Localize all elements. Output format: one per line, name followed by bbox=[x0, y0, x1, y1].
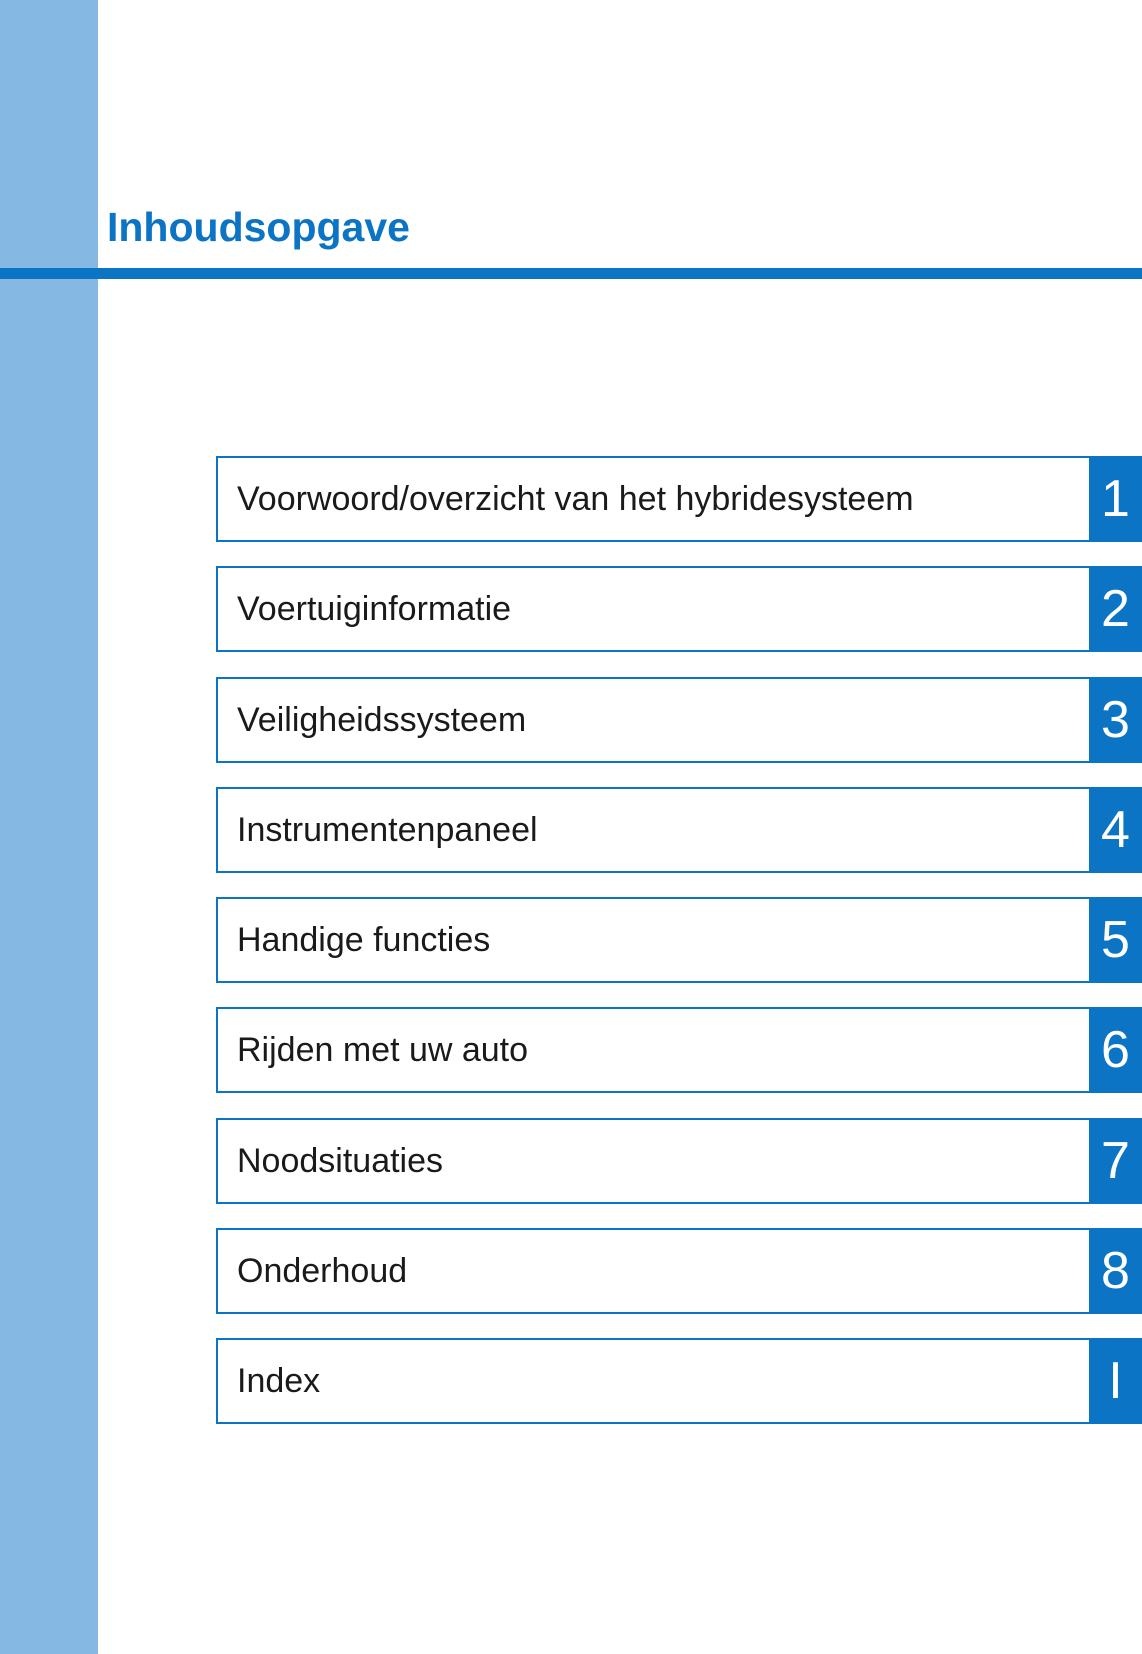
toc-entry-label: Handige functies bbox=[237, 921, 491, 959]
toc-entry-label: Rijden met uw auto bbox=[237, 1031, 529, 1070]
side-color-band bbox=[0, 0, 98, 1654]
toc-entry-box bbox=[216, 1007, 1089, 1093]
toc-entry-vehicle-information[interactable] bbox=[216, 566, 1142, 652]
toc-entry-box bbox=[216, 456, 1089, 542]
toc-entry-index[interactable] bbox=[216, 1338, 1142, 1424]
toc-entry-box bbox=[216, 1228, 1089, 1314]
toc-entry-box bbox=[216, 787, 1089, 873]
toc-entry-maintenance[interactable] bbox=[216, 1228, 1142, 1314]
toc-entry-box bbox=[216, 677, 1089, 763]
toc-entry-label: Instrumentenpaneel bbox=[237, 810, 538, 849]
toc-entry-emergencies[interactable] bbox=[216, 1118, 1142, 1204]
chapter-tab[interactable]: 6 bbox=[1089, 1007, 1142, 1093]
chapter-tab[interactable]: 1 bbox=[1089, 456, 1142, 542]
toc-entry-label: Index bbox=[237, 1362, 321, 1400]
toc-entry-instrument-panel[interactable] bbox=[216, 787, 1142, 873]
toc-entry-box bbox=[216, 566, 1089, 652]
chapter-tab[interactable]: 3 bbox=[1089, 677, 1142, 763]
toc-entry-box bbox=[216, 1338, 1089, 1424]
page-title: Inhoudsopgave bbox=[107, 204, 410, 250]
toc-entry-label: Voorwoord/overzicht van het hybridesysteem bbox=[237, 480, 914, 518]
chapter-tab[interactable]: 5 bbox=[1089, 897, 1142, 983]
toc-entry-label: Noodsituaties bbox=[237, 1141, 444, 1180]
toc-entry-label: Veiligheidssysteem bbox=[237, 700, 527, 739]
table-of-contents bbox=[216, 456, 1142, 1448]
chapter-tab[interactable]: I bbox=[1089, 1338, 1142, 1424]
toc-entry-label: Onderhoud bbox=[237, 1251, 408, 1290]
toc-entry-box bbox=[216, 897, 1089, 983]
toc-entry-driving[interactable] bbox=[216, 1007, 1142, 1093]
chapter-tab[interactable]: 2 bbox=[1089, 566, 1142, 652]
toc-entry-convenient-features[interactable] bbox=[216, 897, 1142, 983]
chapter-tab[interactable]: 8 bbox=[1089, 1228, 1142, 1314]
chapter-tab[interactable]: 4 bbox=[1089, 787, 1142, 873]
title-divider bbox=[0, 268, 1142, 279]
chapter-tab[interactable]: 7 bbox=[1089, 1118, 1142, 1204]
toc-entry-foreword[interactable] bbox=[216, 456, 1142, 542]
toc-entry-safety-system[interactable] bbox=[216, 677, 1142, 763]
toc-entry-box bbox=[216, 1118, 1089, 1204]
toc-entry-label: Voertuiginformatie bbox=[237, 590, 512, 629]
